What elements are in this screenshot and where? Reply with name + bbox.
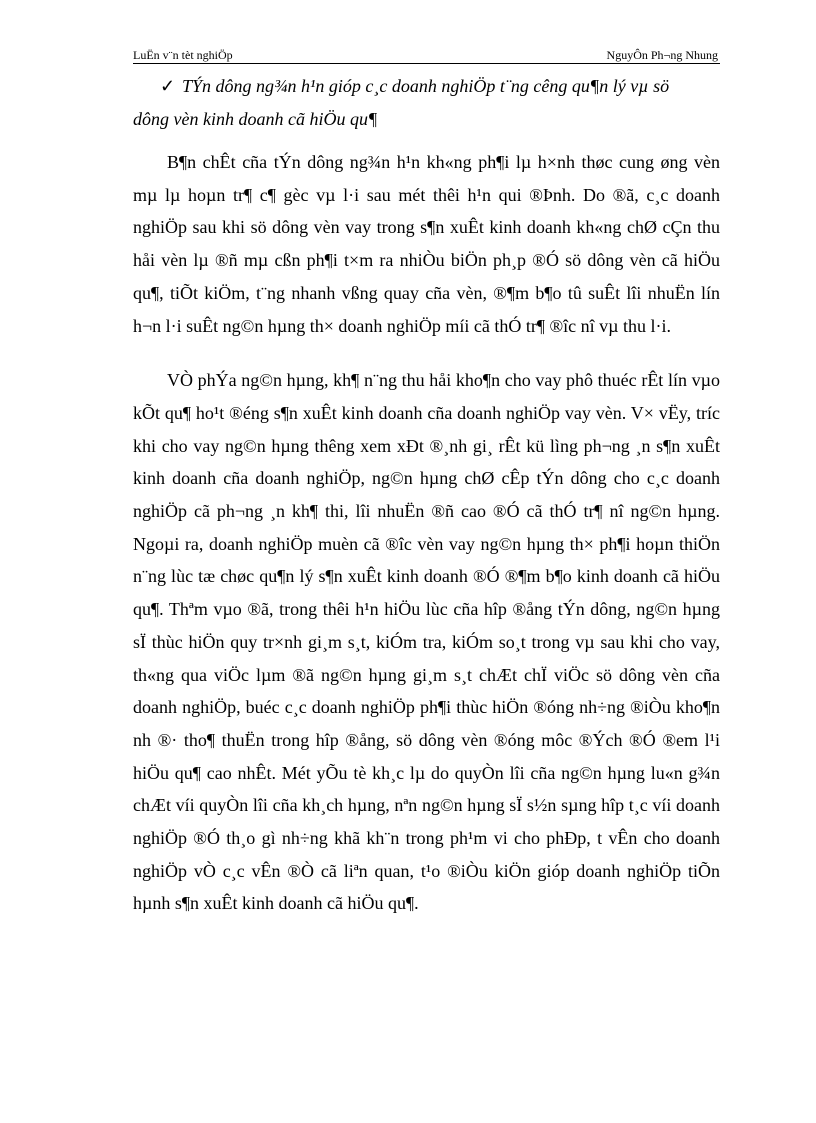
bullet-heading-line2: dông vèn kinh doanh cã hiÖu qu¶ <box>133 109 378 129</box>
page-header <box>133 46 720 66</box>
bullet-heading <box>133 70 720 103</box>
paragraph-2: VÒ phÝa ng©n hµng, kh¶ n¨ng thu håi kho¶n cho vay phô thuéc rÊt lín vµo kÕt qu¶ ho¹t ®éng s¶n xuÊt kinh doanh cña doanh nghiÖp vay vèn. V× vËy, tríc khi cho vay ng©n hµng thêng xem xÐt ®¸nh gi¸ rÊt kü lìng ph¬ng ¸n s¶n xuÊt kinh doanh cña doanh nghiÖp, ng©n hµng chØ cÊp tÝn dông cho c¸c doanh nghiÖp cã ph¬ng ¸n kh¶ thi, lîi nhuËn ®ñ cao ®Ó cã thÓ tr¶ nî ng©n hµng. Ngoµi ra, doanh nghiÖp muèn cã ®îc vèn vay ng©n hµng th× ph¶i hoµn thiÖn n¨ng lùc tæ chøc qu¶n lý s¶n xuÊt kinh doanh ®Ó ®¶m b¶o kinh doanh cã hiÖu qu¶. Thªm vµo ®ã, trong thêi h¹n hiÖu lùc cña hîp ®ång tÝn dông, ng©n hµng sÏ thùc hiÖn quy tr×nh gi¸m s¸t, kiÓm tra, kiÓm so¸t trong vµ sau khi cho vay, th«ng qua viÖc lµm ®ã ng©n hµng gi¸m s¸t chÆt chÏ viÖc sö dông vèn cña doanh nghiÖp, buéc c¸c doanh nghiÖp ph¶i thùc hiÖn ®óng nh÷ng ®iÒu kho¶n nh ®· tho¶ thuËn trong hîp ®ång, sö dông vèn ®óng môc ®Ých ®Ó ®em l¹i hiÖu qu¶ cao nhÊt. Mét yÕu tè kh¸c lµ do quyÒn lîi cña ng©n hµng lu«n g¾n chÆt víi quyÒn lîi cña kh¸ch hµng, nªn ng©n hµng sÏ s½n sµng hîp t¸c víi doanh nghiÖp ®Ó th¸o gì nh÷ng khã kh¨n trong ph¹m vi cho phÐp, t vÊn cho doanh nghiÖp vÒ c¸c vÊn ®Ò cã liªn quan, t¹o ®iÒu kiÖn gióp doanh nghiÖp tiÕn hµnh s¶n xuÊt kinh doanh cã hiÖu qu¶. <box>133 370 720 914</box>
header-thesis-label: LuËn v¨n tèt nghiÖp <box>133 48 233 62</box>
paragraph-1: B¶n chÊt cña tÝn dông ng¾n h¹n kh«ng ph¶i lµ h×nh thøc cung øng vèn mµ lµ hoµn tr¶ c¶ gèc vµ l·i sau mét thêi h¹n qui ®Þnh. Do ®ã, c¸c doanh nghiÖp sau khi sö dông vèn vay trong s¶n xuÊt kinh doanh kh«ng chØ cÇn thu håi vèn lµ ®ñ mµ cßn ph¶i t×m ra nhiÒu biÖn ph¸p ®Ó sö dông vèn cã hiÖu qu¶, tiÕt kiÖm, t¨ng nhanh vßng quay cña vèn, ®¶m b¶o tû suÊt lîi nhuËn lín h¬n l·i suÊt ng©n hµng th× doanh nghiÖp míi cã thÓ tr¶ ®îc nî vµ thu l·i. <box>133 152 720 336</box>
bullet-heading-line1: TÝn dông ng¾n h¹n gióp c¸c doanh nghiÖp t¨ng cêng qu¶n lý vµ sö <box>182 76 670 96</box>
header-author-name: NguyÔn Ph¬ng Nhung <box>606 48 718 62</box>
page-body <box>133 70 720 920</box>
header-divider <box>133 63 720 64</box>
checkmark-icon: ✓ <box>160 76 176 96</box>
